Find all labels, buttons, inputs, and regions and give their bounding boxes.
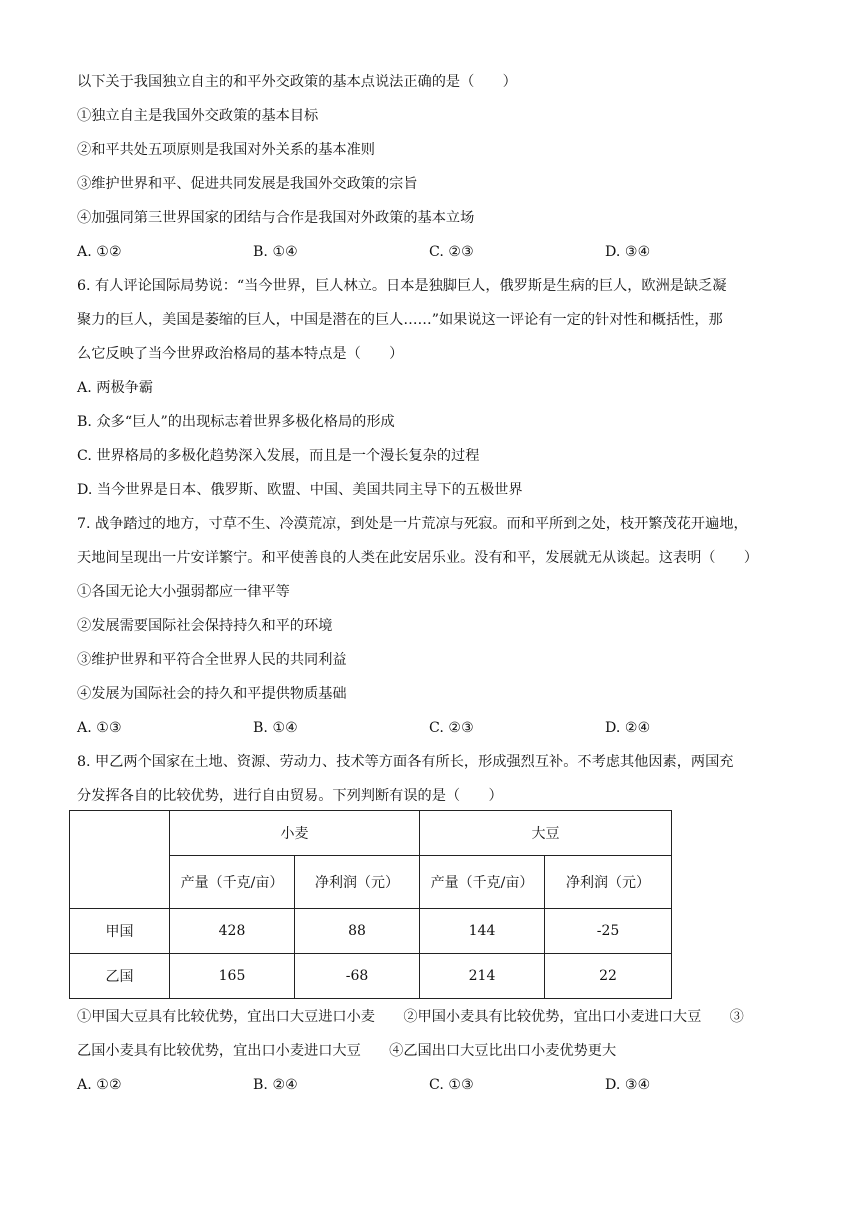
q8-option-d[interactable]: D. ③④ (605, 1077, 651, 1093)
table-row (70, 954, 672, 999)
q7-statement-3: ③维护世界和平符合全世界人民的共同利益 (77, 652, 347, 668)
table-cell: -25 (545, 909, 672, 954)
table-cell: 428 (170, 909, 295, 954)
q7-option-d[interactable]: D. ②④ (605, 720, 651, 736)
q5-option-b[interactable]: B. ①④ (253, 244, 298, 260)
q7-statement-4: ④发展为国际社会的持久和平提供物质基础 (77, 686, 347, 702)
q5-option-d[interactable]: D. ③④ (605, 244, 651, 260)
table-corner-cell (70, 811, 170, 909)
q5-options (77, 242, 777, 262)
q8-options (77, 1075, 777, 1095)
table-row (70, 909, 672, 954)
q6-stem-line-1: 6. 有人评论国际局势说：“当今世界，巨人林立。日本是独脚巨人，俄罗斯是生病的巨人，欧洲是缺乏凝 (77, 278, 727, 294)
q6-option-c[interactable]: C. 世界格局的多极化趋势深入发展，而且是一个漫长复杂的过程 (77, 448, 480, 464)
q8-stem-line-1: 8. 甲乙两个国家在土地、资源、劳动力、技术等方面各有所长，形成强烈互补。不考虑其他因素，两国充 (77, 754, 734, 770)
q7-statement-1: ①各国无论大小强弱都应一律平等 (77, 584, 290, 600)
q6-option-d[interactable]: D. 当今世界是日本、俄罗斯、欧盟、中国、美国共同主导下的五极世界 (77, 482, 523, 498)
table-cell: -68 (295, 954, 420, 999)
q7-statement-2: ②发展需要国际社会保持持久和平的环境 (77, 618, 333, 634)
table-subheader: 产量（千克/亩） (420, 856, 545, 909)
q8-option-a[interactable]: A. ①② (77, 1077, 122, 1093)
q8-data-table (69, 810, 672, 999)
q5-stem: 以下关于我国独立自主的和平外交政策的基本点说法正确的是（ ） (77, 74, 517, 90)
q5-statement-3: ③维护世界和平、促进共同发展是我国外交政策的宗旨 (77, 176, 418, 192)
q6-stem-line-2: 聚力的巨人，美国是萎缩的巨人，中国是潜在的巨人……”如果说这一评论有一定的针对性和概括性，那 (77, 312, 723, 328)
q7-option-b[interactable]: B. ①④ (253, 720, 298, 736)
table-cell: 165 (170, 954, 295, 999)
table-header-row (70, 811, 672, 856)
table-subheader: 净利润（元） (545, 856, 672, 909)
q8-option-b[interactable]: B. ②④ (253, 1077, 298, 1093)
q8-statements-line-1: ①甲国大豆具有比较优势，宜出口大豆进口小麦 ②甲国小麦具有比较优势，宜出口小麦进口大豆 ③ (77, 1009, 744, 1025)
q6-stem-line-3: 么它反映了当今世界政治格局的基本特点是（ ） (77, 346, 404, 362)
table-group-soybean: 大豆 (420, 811, 672, 856)
q5-statement-4: ④加强同第三世界国家的团结与合作是我国对外政策的基本立场 (77, 210, 475, 226)
q7-stem-line-2: 天地间呈现出一片安详繁宁。和平使善良的人类在此安居乐业。没有和平，发展就无从谈起。这表明（ ） (77, 550, 759, 566)
q6-option-a[interactable]: A. 两极争霸 (77, 380, 154, 396)
table-subheader: 净利润（元） (295, 856, 420, 909)
table-cell: 144 (420, 909, 545, 954)
table-row-label: 甲国 (70, 909, 170, 954)
table-cell: 88 (295, 909, 420, 954)
table-cell: 22 (545, 954, 672, 999)
q5-statement-1: ①独立自主是我国外交政策的基本目标 (77, 108, 319, 124)
q6-option-b[interactable]: B. 众多“巨人”的出现标志着世界多极化格局的形成 (77, 414, 395, 430)
q8-option-c[interactable]: C. ①③ (429, 1077, 474, 1093)
table-cell: 214 (420, 954, 545, 999)
table-subheader: 产量（千克/亩） (170, 856, 295, 909)
q8-stem-line-2: 分发挥各自的比较优势，进行自由贸易。下列判断有误的是（ ） (77, 788, 503, 804)
q8-statements-line-2: 乙国小麦具有比较优势，宜出口小麦进口大豆 ④乙国出口大豆比出口小麦优势更大 (77, 1043, 617, 1059)
table-row-label: 乙国 (70, 954, 170, 999)
q7-option-c[interactable]: C. ②③ (429, 720, 474, 736)
q5-option-a[interactable]: A. ①② (77, 244, 122, 260)
q7-options (77, 718, 777, 738)
q7-option-a[interactable]: A. ①③ (77, 720, 122, 736)
q5-statement-2: ②和平共处五项原则是我国对外关系的基本准则 (77, 142, 375, 158)
table-group-wheat: 小麦 (170, 811, 420, 856)
q5-option-c[interactable]: C. ②③ (429, 244, 474, 260)
q7-stem-line-1: 7. 战争踏过的地方，寸草不生、冷漠荒凉，到处是一片荒凉与死寂。而和平所到之处，枝开繁茂花开遍地， (77, 516, 748, 532)
